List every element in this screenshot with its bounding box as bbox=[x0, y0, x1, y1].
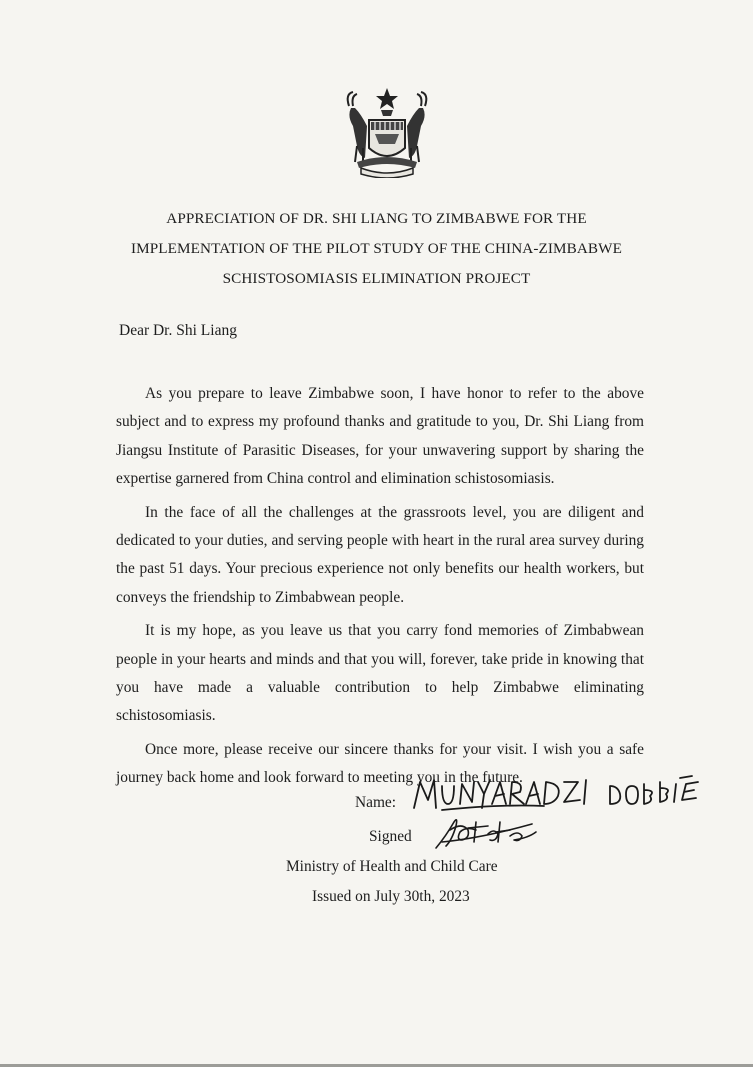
body-paragraph: In the face of all the challenges at the grassroots level, you are diligent and dedicated to your duties, and serving people with heart in the rural area survey during the past 51 days. Your precious experience not only benefits our health workers, but conveys the friendship to Zimbabwean people. bbox=[116, 503, 644, 606]
handwritten-signature-icon bbox=[432, 812, 552, 852]
signed-label: Signed bbox=[369, 828, 412, 845]
ministry-name: Ministry of Health and Child Care bbox=[286, 858, 498, 875]
title-line: APPRECIATION OF DR. SHI LIANG TO ZIMBABWE FOR THE bbox=[166, 210, 587, 227]
name-label: Name: bbox=[355, 794, 397, 811]
zimbabwe-coat-of-arms-icon bbox=[335, 86, 439, 178]
body-paragraph: It is my hope, as you leave us that you carry fond memories of Zimbabwean people in your hearts and minds and that you will, forever, take pride in knowing that you have made a valuable contribution to help Zimbabwe eliminating schistosomiasis. bbox=[116, 622, 644, 725]
letter-title bbox=[60, 204, 693, 294]
letter-body bbox=[116, 380, 644, 798]
salutation: Dear Dr. Shi Liang bbox=[119, 322, 237, 339]
body-paragraph: As you prepare to leave Zimbabwe soon, I have honor to refer to the above subject and to express my profound thanks and gratitude to you, Dr. Shi Liang from Jiangsu Institute of Parasitic Diseases, for your unwavering support by sharing the expertise garnered from China control and elimination schistosomiasis. bbox=[116, 385, 644, 488]
issue-date: Issued on July 30th, 2023 bbox=[312, 888, 470, 905]
body-paragraph: Once more, please receive our sincere thanks for your visit. I wish you a safe journey back home and look forward to meeting you in the future. bbox=[116, 740, 644, 787]
title-line: IMPLEMENTATION OF THE PILOT STUDY OF THE CHINA-ZIMBABWE bbox=[131, 240, 622, 257]
title-line: SCHISTOSOMIASIS ELIMINATION PROJECT bbox=[222, 270, 531, 287]
